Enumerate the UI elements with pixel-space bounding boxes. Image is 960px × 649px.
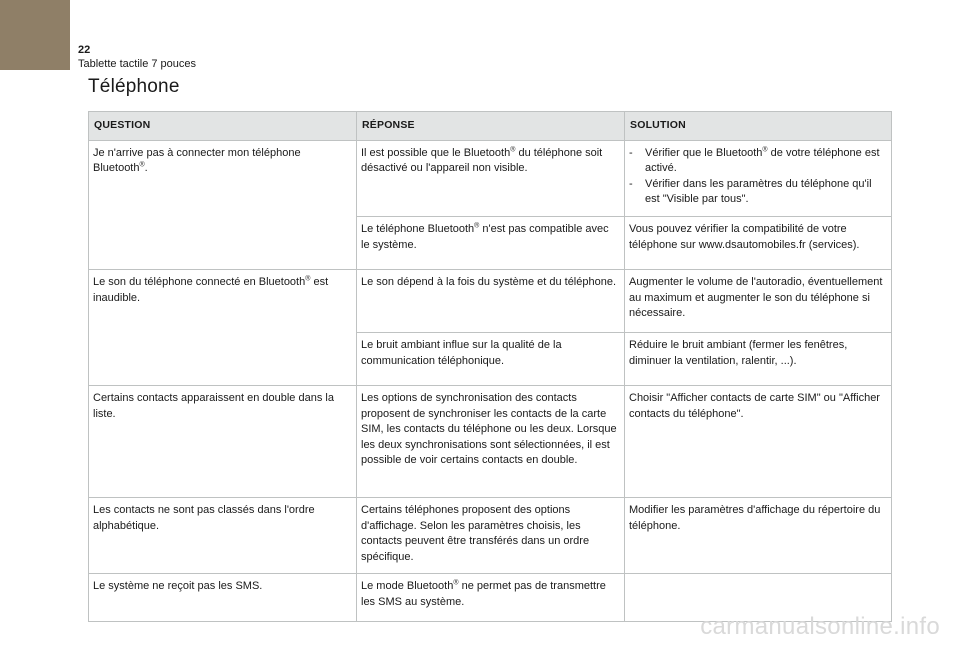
- registered-mark: ®: [510, 145, 516, 153]
- solution-cell: Choisir "Afficher contacts de carte SIM" ou "Afficher contacts du téléphone".: [625, 385, 892, 497]
- section-label: Tablette tactile 7 pouces: [78, 58, 197, 70]
- question-cell: Certains contacts apparaissent en double dans la liste.: [89, 385, 357, 497]
- question-cell-empty: [89, 216, 357, 269]
- registered-mark: ®: [762, 145, 768, 153]
- table-row: [89, 385, 892, 497]
- question-cell: Les contacts ne sont pas classés dans l'ordre alphabétique.: [89, 497, 357, 573]
- table-row: [89, 497, 892, 573]
- solution-cell: [625, 140, 892, 216]
- column-header-solution: SOLUTION: [625, 112, 892, 141]
- question-cell: Je n'arrive pas à connecter mon téléphone Bluetooth®.: [89, 140, 357, 216]
- registered-mark: ®: [139, 161, 145, 169]
- answer-cell: Il est possible que le Bluetooth® du téléphone soit désactivé ou l'appareil non visible.: [357, 140, 625, 216]
- question-cell: Le système ne reçoit pas les SMS.: [89, 574, 357, 622]
- answer-cell: Certains téléphones proposent des options d'affichage. Selon les paramètres choisis, les contacts peuvent être transférés dans un ordre spécifique.: [357, 497, 625, 573]
- question-cell-empty: [89, 332, 357, 385]
- solution-cell: Modifier les paramètres d'affichage du répertoire du téléphone.: [625, 497, 892, 573]
- list-item: - Vérifier que le Bluetooth® de votre téléphone est activé.: [629, 146, 886, 177]
- table-header-row: [89, 112, 892, 141]
- answer-cell: Le mode Bluetooth® ne permet pas de transmettre les SMS au système.: [357, 574, 625, 622]
- table-row: [89, 269, 892, 332]
- question-cell: Le son du téléphone connecté en Bluetooth® est inaudible.: [89, 269, 357, 332]
- column-header-answer: RÉPONSE: [357, 112, 625, 141]
- column-header-question: QUESTION: [89, 112, 357, 141]
- table-row: [89, 332, 892, 385]
- solution-steps: [629, 146, 886, 208]
- table-row: [89, 140, 892, 216]
- answer-cell: Le téléphone Bluetooth® n'est pas compatible avec le système.: [357, 216, 625, 269]
- list-item: - Vérifier dans les paramètres du téléphone qu'il est "Visible par tous".: [629, 177, 886, 208]
- answer-cell: Le son dépend à la fois du système et du téléphone.: [357, 269, 625, 332]
- answer-cell: Les options de synchronisation des contacts proposent de synchroniser les contacts de la carte SIM, les contacts du téléphone ou les deux. Lorsque les deux synchronisations sont sélectionnées, il est possible de voir certains contacts en double.: [357, 385, 625, 497]
- troubleshooting-table: [88, 111, 892, 622]
- registered-mark: ®: [305, 275, 311, 283]
- solution-cell: Réduire le bruit ambiant (fermer les fenêtres, diminuer la ventilation, ralentir, ...).: [625, 332, 892, 385]
- solution-cell: Vous pouvez vérifier la compatibilité de votre téléphone sur www.dsautomobiles.fr (services).: [625, 216, 892, 269]
- corner-color-block: [0, 0, 70, 70]
- registered-mark: ®: [453, 579, 459, 587]
- watermark: carmanualsonline.info: [700, 613, 940, 640]
- registered-mark: ®: [474, 222, 480, 230]
- table-row: [89, 216, 892, 269]
- solution-cell: Augmenter le volume de l'autoradio, éventuellement au maximum et augmenter le son du téléphone si nécessaire.: [625, 269, 892, 332]
- answer-cell: Le bruit ambiant influe sur la qualité de la communication téléphonique.: [357, 332, 625, 385]
- page-title: Téléphone: [88, 76, 180, 97]
- page-number: 22: [78, 44, 91, 56]
